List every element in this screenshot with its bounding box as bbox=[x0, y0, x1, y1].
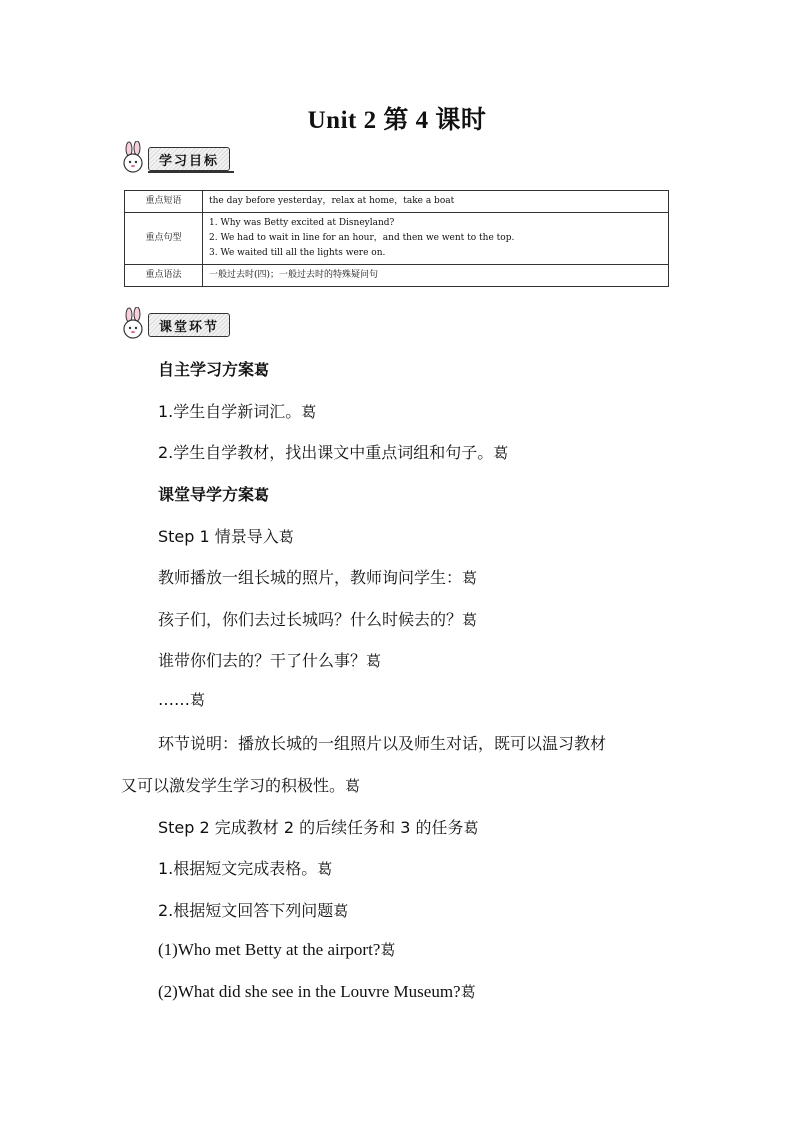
objectives-banner bbox=[118, 144, 230, 174]
step-heading: Step 2 完成教材 2 的后续任务和 3 的任务葛 bbox=[158, 818, 479, 837]
table-row bbox=[125, 265, 669, 287]
paragraph: 环节说明：播放长城的一组照片以及师生对话，既可以温习教材 bbox=[158, 734, 607, 753]
content-line: 一般过去时(四)；一般过去时的特殊疑问句 bbox=[209, 270, 379, 280]
paragraph: 1.根据短文完成表格。葛 bbox=[158, 859, 333, 878]
banner-underline bbox=[148, 171, 234, 173]
row-content bbox=[203, 213, 669, 265]
row-content bbox=[203, 191, 669, 213]
paragraph: 又可以激发学生学习的积极性。葛 bbox=[121, 776, 361, 795]
paragraph: ……葛 bbox=[158, 690, 206, 709]
classroom-banner bbox=[118, 310, 230, 340]
paragraph: 谁带你们去的？干了什么事？葛 bbox=[158, 651, 382, 670]
content-line: 3. We waited till all the lights were on. bbox=[209, 248, 386, 258]
paragraph: 孩子们，你们去过长城吗？什么时候去的？葛 bbox=[158, 610, 478, 629]
paragraph: 2.学生自学教材，找出课文中重点词组和句子。葛 bbox=[158, 443, 509, 462]
step-heading: Step 1 情景导入葛 bbox=[158, 527, 294, 546]
row-label: 重点短语 bbox=[125, 191, 203, 213]
objectives-tag: 学习目标 bbox=[148, 147, 230, 171]
section-heading: 课堂导学方案葛 bbox=[158, 485, 270, 504]
classroom-tag: 课堂环节 bbox=[148, 313, 230, 337]
paragraph: 1.学生自学新词汇。葛 bbox=[158, 402, 317, 421]
section-heading: 自主学习方案葛 bbox=[158, 360, 270, 379]
content-line: the day before yesterday，relax at home，take a boat bbox=[209, 196, 455, 206]
rabbit-mascot-icon bbox=[118, 307, 154, 343]
page-title: Unit 2 第 4 课时 bbox=[307, 107, 487, 134]
row-content bbox=[203, 265, 669, 287]
content-line: 1. Why was Betty excited at Disneyland? bbox=[209, 218, 395, 228]
table-row bbox=[125, 213, 669, 265]
paragraph: 教师播放一组长城的照片，教师询问学生：葛 bbox=[158, 568, 478, 587]
table-row bbox=[125, 191, 669, 213]
row-label: 重点句型 bbox=[125, 213, 203, 265]
objectives-table bbox=[124, 190, 669, 287]
question: (1)Who met Betty at the airport?葛 bbox=[158, 940, 396, 959]
question: (2)What did she see in the Louvre Museum?葛 bbox=[158, 982, 476, 1001]
paragraph: 2.根据短文回答下列问题葛 bbox=[158, 901, 349, 920]
row-label: 重点语法 bbox=[125, 265, 203, 287]
content-line: 2. We had to wait in line for an hour，and then we went to the top. bbox=[209, 233, 515, 243]
